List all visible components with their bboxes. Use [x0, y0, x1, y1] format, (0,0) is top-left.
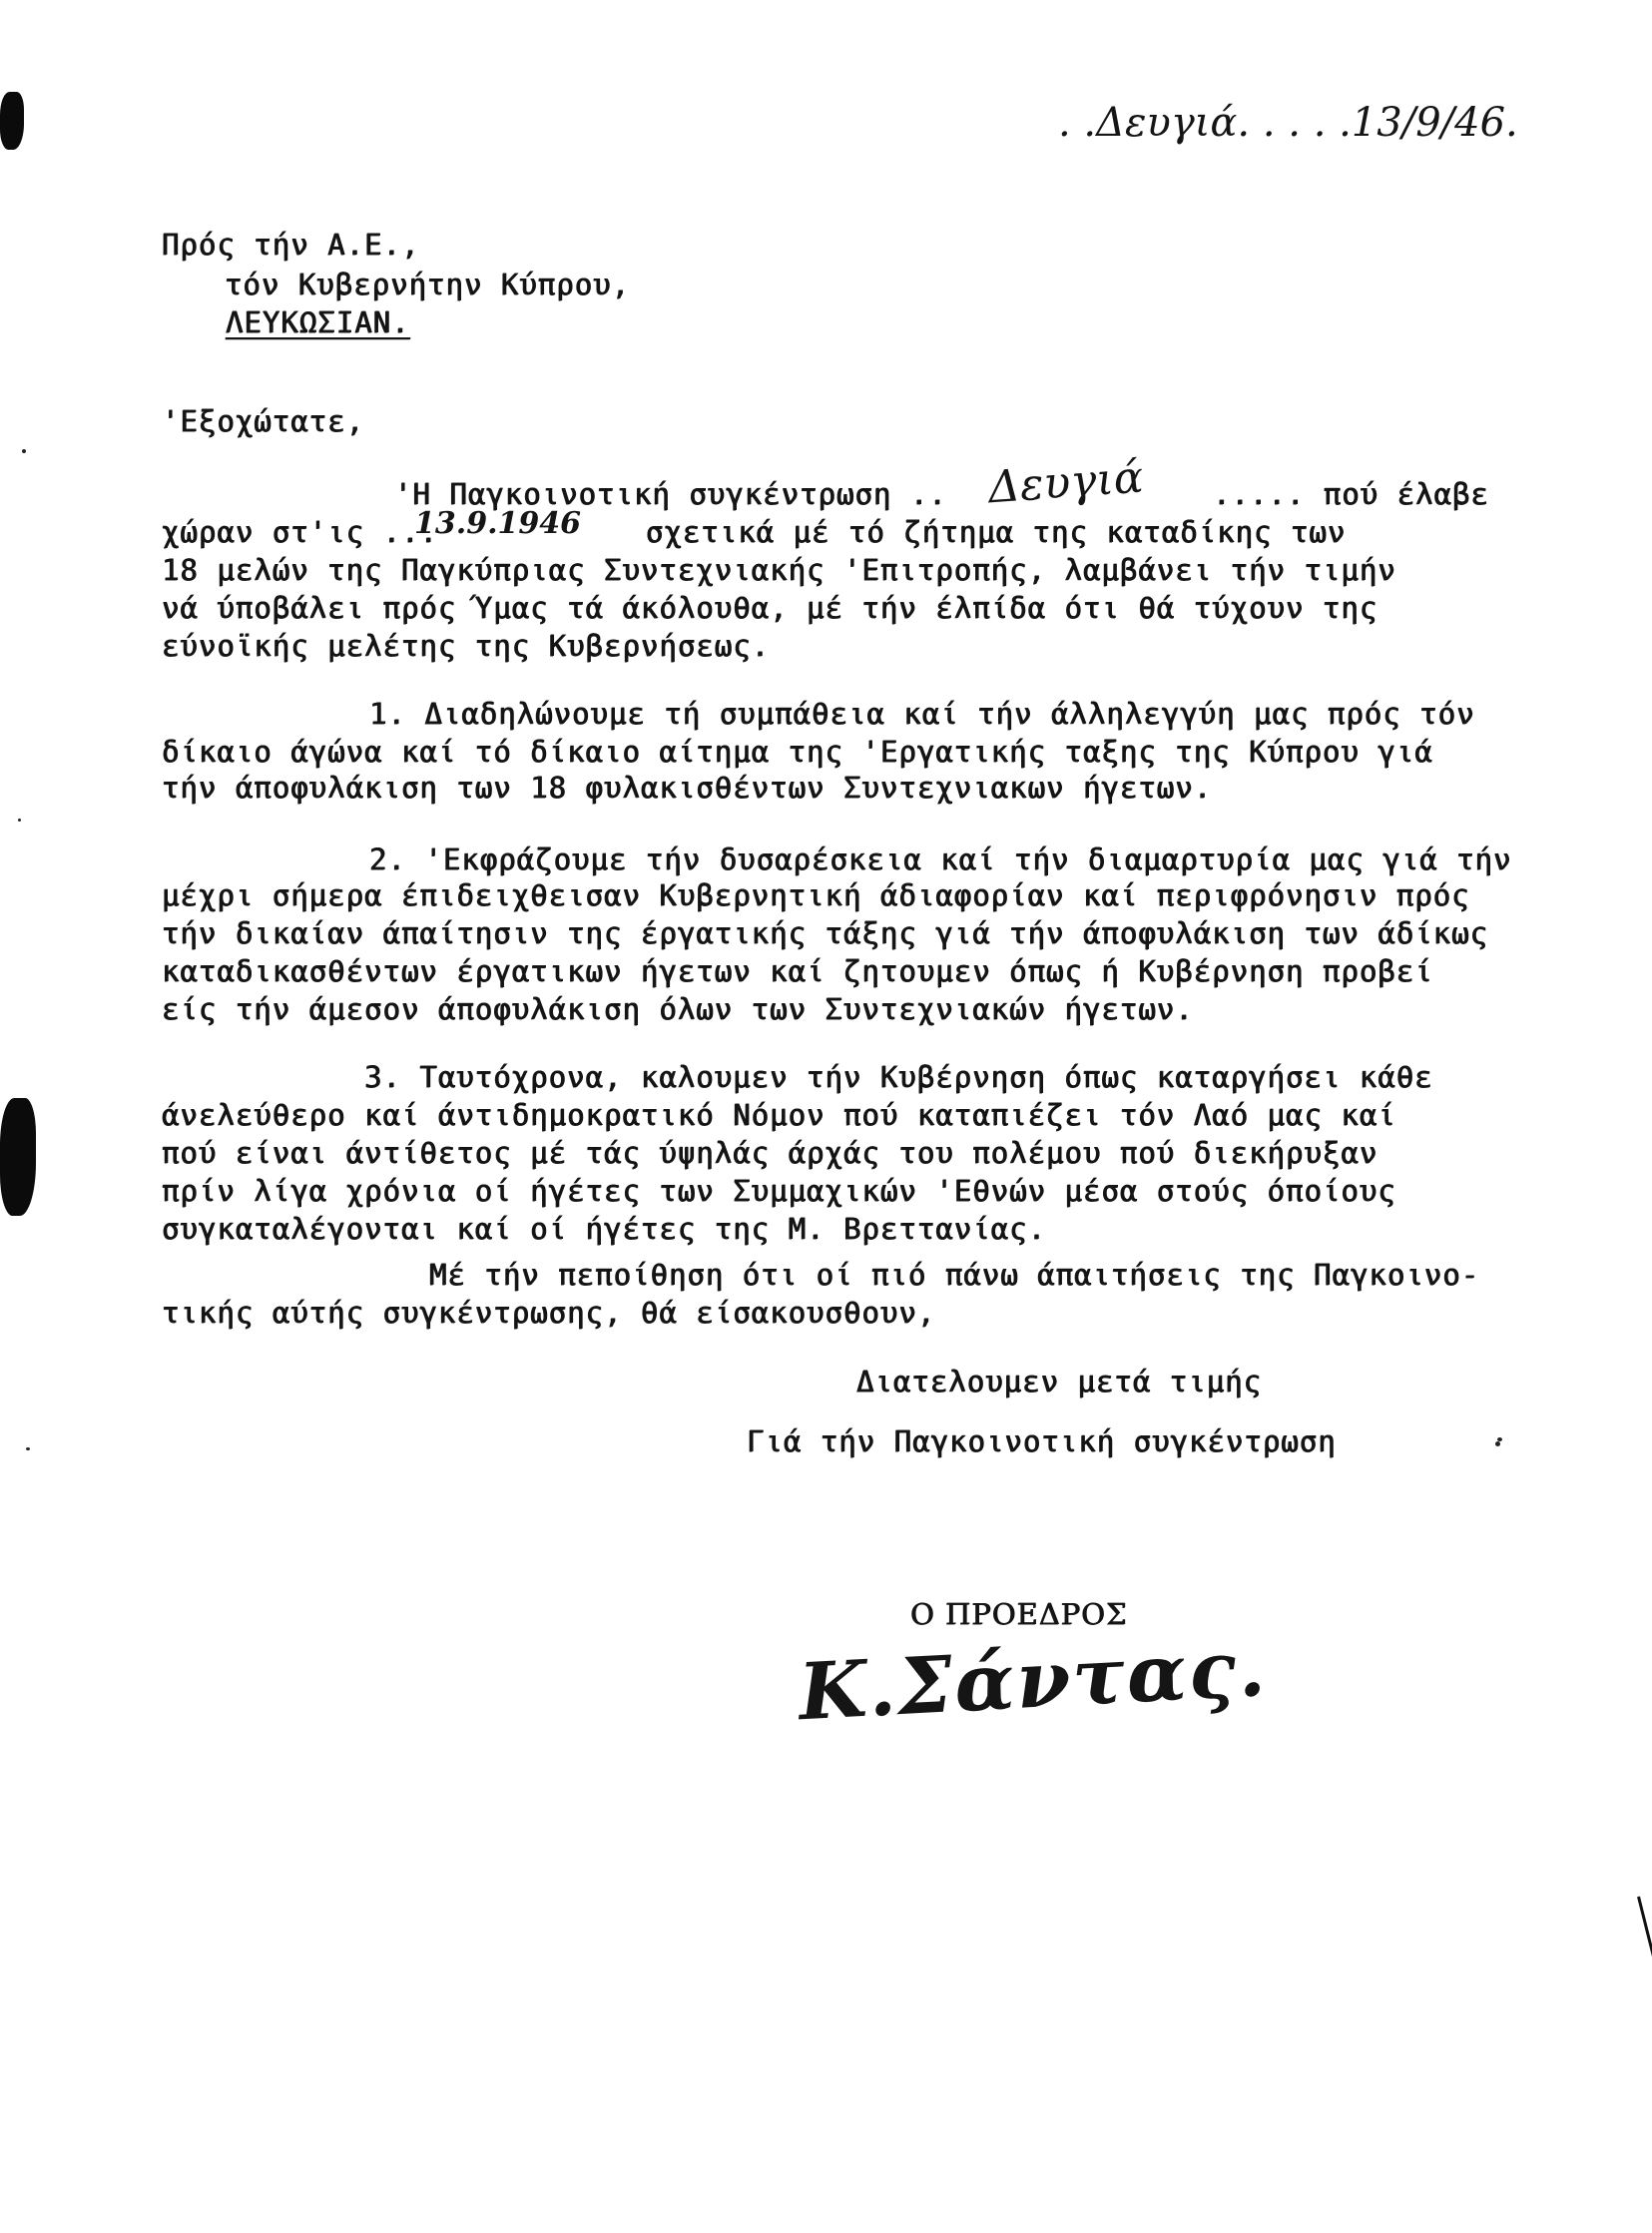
scan-speck: [18, 819, 21, 822]
intro-line-1-end: ..... πού έλαβε: [1213, 477, 1489, 511]
handwritten-date: 13.9.1946: [414, 506, 582, 541]
point-2-line-3: τήν δικαίαν άπαίτησιν της έργατικής τάξης γιά τήν άποφυλάκιση των άδίκως: [162, 916, 1489, 950]
handwritten-place: Δευγιά: [986, 451, 1145, 514]
point-3-line-3: πού είναι άντίθετος μέ τάς ύψηλάς άρχάς του πολέμου πού διεκήρυξαν: [162, 1136, 1378, 1170]
point-2-line-1: 2. 'Εκφράζουμε τήν δυσαρέσκεια καί τήν διαμαρτυρία μας γιά τήν: [369, 842, 1512, 876]
intro-line-5: εύνοϊκής μελέτης της Κυβερνήσεως.: [162, 629, 771, 663]
point-3-line-5: συγκαταλέγονται καί οί ήγέτες της Μ. Βρεττανίας.: [162, 1212, 1047, 1246]
salutation: 'Εξοχώτατε,: [162, 404, 365, 438]
point-2-line-4: καταδικασθέντων έργατικων ήγετων καί ζητουμεν όπως ή Κυβέρνηση προβεί: [162, 954, 1433, 988]
recipient-city: ΛΕΥΚΩΣΙΑΝ.: [226, 305, 410, 339]
scan-speck: [22, 449, 26, 453]
signatory-title: Ο ΠΡΟΕΔΡΟΣ: [910, 1597, 1128, 1631]
intro-line-2-end: σχετικά μέ τό ζήτημα της καταδίκης των: [609, 515, 1347, 549]
intro-line-1-start: 'Η Παγκοινοτική συγκέντρωση ..: [394, 477, 947, 511]
point-3-line-2: άνελεύθερο καί άντιδημοκρατικό Νόμον πού καταπιέζει τόν Λαό μας καί: [162, 1098, 1396, 1132]
point-1-line-3: τήν άποφυλάκιση των 18 φυλακισθέντων Συντεχνιακων ήγετων.: [162, 771, 1213, 805]
point-1-line-2: δίκαιο άγώνα καί τό δίκαιο αίτημα της 'Εργατικής ταξης της Κύπρου γιά: [162, 735, 1433, 769]
scan-speck: [26, 1447, 30, 1450]
closing-line-2: Γιά τήν Παγκοινοτική συγκέντρωση: [747, 1424, 1337, 1458]
dateline: . .Δευγιά. . . . .13/9/46.: [1058, 100, 1518, 146]
recipient-line-1: Πρός τήν Α.Ε.,: [162, 228, 420, 262]
intro-line-3: 18 μελών της Παγκύπριας Συντεχνιακής 'Επιτροπής, λαμβάνει τήν τιμήν: [162, 553, 1396, 587]
closing-line-1: Διατελουμεν μετά τιμής: [856, 1365, 1263, 1398]
conclusion-line-2: τικής αύτής συγκέντρωσης, θά είσακουσθουν,: [162, 1296, 936, 1330]
conclusion-line-1: Μέ τήν πεποίθηση ότι οί πιό πάνω άπαιτήσεις της Παγκοινο-: [429, 1258, 1480, 1292]
handwritten-signature: Κ.Σάντας.: [796, 1622, 1270, 1739]
recipient-line-2: τόν Κυβερνήτην Κύπρου,: [225, 268, 631, 301]
scan-mark: [0, 1098, 36, 1216]
scan-mark: [0, 92, 24, 150]
intro-line-4: νά ύποβάλει πρός Ύμας τά άκόλουθα, μέ τήν έλπίδα ότι θά τύχουν της: [162, 591, 1378, 625]
point-3-line-1: 3. Ταυτόχρονα, καλουμεν τήν Κυβέρνηση όπως καταργήσει κάθε: [364, 1060, 1433, 1094]
page-edge-shadow: [1637, 1897, 1652, 2217]
intro-line-2-start: χώραν στ'ις ...: [162, 515, 438, 549]
point-3-line-4: πρίν λίγα χρόνια οί ήγέτες των Συμμαχικών 'Εθνών μέσα στούς όποίους: [162, 1174, 1396, 1208]
scan-speck: [1495, 1441, 1500, 1446]
point-2-line-5: είς τήν άμεσον άποφυλάκιση όλων των Συντεχνιακών ήγετων.: [162, 992, 1194, 1026]
point-2-line-2: μέχρι σήμερα έπιδειχθεισαν Κυβερνητική άδιαφορίαν καί περιφρόνησιν πρός: [162, 878, 1470, 912]
point-1-line-1: 1. Διαδηλώνουμε τή συμπάθεια καί τήν άλληλεγγύη μας πρός τόν: [369, 697, 1475, 731]
